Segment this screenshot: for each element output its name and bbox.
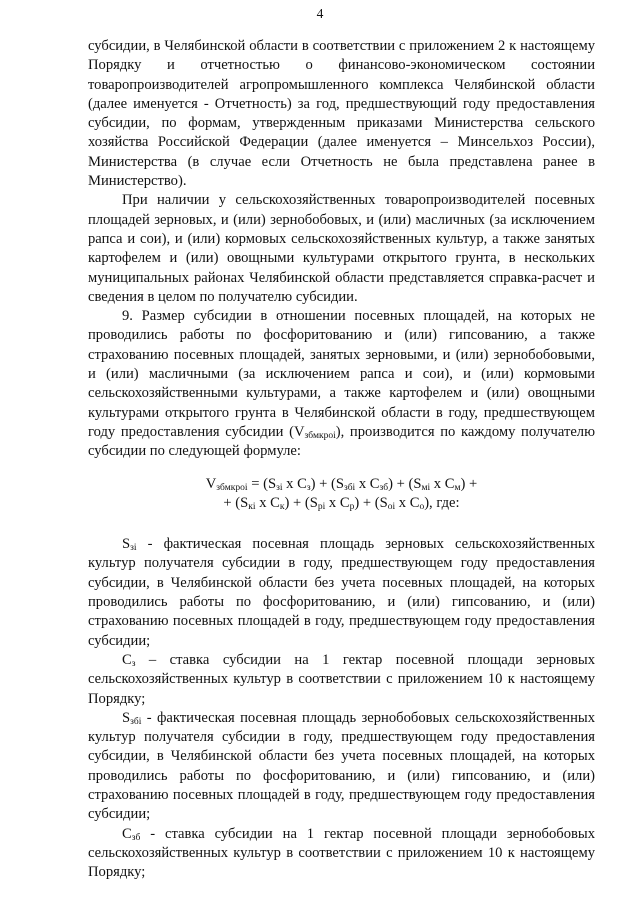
formula-text: + (S xyxy=(223,494,249,511)
paragraph-item-9 xyxy=(88,307,595,461)
definition-symbol: S xyxy=(122,709,131,726)
definition-item xyxy=(88,709,595,825)
formula-text: х С xyxy=(430,475,455,492)
subscript: р xyxy=(349,501,355,512)
formula-text: ) + (S xyxy=(354,494,388,511)
definition-text: - фактическая посевная площадь зернобобовых сельскохозяйственных культур получателя субсидии в году, предшествующем году предоставления субсидии, в Челябинской области без учета посевных площадей, на которых проводились работы по фосфоритованию, и (или) гипсованию, и (или) страхованию посевных площадей в году, предшествующем году предоставления субсидии; xyxy=(88,709,595,823)
formula xyxy=(88,475,595,514)
paragraph-text: 9. Размер субсидии в отношении посевных площадей, на которых не проводились работы по фосфоритованию и (или) гипсованию, а также страхованию посевных площадей, занятых зерновыми, и (или) зернобобовыми, и (или) масличными (за исключением рапса и сои), и (или) кормовыми сельскохозяйственными культурами, а также картофелем и (или) овощными культурами открытого грунта в Челябинской области в году, предшествующем году предоставления субсидии (V xyxy=(88,308,595,440)
document-body xyxy=(88,37,595,882)
definition-text: - ставка субсидии на 1 гектар посевной площади зернобобовых сельскохозяйственных культур в соответствии с приложением 10 к настоящему Порядку; xyxy=(88,825,595,881)
formula-text: ), где: xyxy=(424,494,460,511)
subscript: зi xyxy=(130,543,137,554)
subscript: зб xyxy=(379,482,389,493)
definition-item xyxy=(88,535,595,651)
formula-text: х С xyxy=(395,494,420,511)
subscript: зб xyxy=(131,832,141,843)
definition-symbol: С xyxy=(122,651,132,668)
formula-line-1 xyxy=(88,475,595,494)
formula-text: ) + (S xyxy=(388,475,422,492)
subscript: м xyxy=(454,482,461,493)
subscript: з xyxy=(306,482,311,493)
formula-text: = (S xyxy=(247,475,277,492)
formula-text: V xyxy=(205,475,217,492)
subscript: рi xyxy=(317,501,326,512)
subscript: зi xyxy=(276,482,283,493)
definition-text: - фактическая посевная площадь зерновых сельскохозяйственных культур получателя субсидии в году, предшествующем году предоставления субсидии, в Челябинской области без учета посевных площадей, на которых проводились работы по фосфоритованию, и (или) гипсованию, и (или) страхованию посевных площадей в году, предшествующем году предоставления субсидии; xyxy=(88,536,595,649)
subscript: збмкроi xyxy=(304,430,336,441)
formula-text: х С xyxy=(255,494,280,511)
definition-text: – ставка субсидии на 1 гектар посевной площади зерновых сельскохозяйственных культур в соответствии с приложением 10 к настоящему Порядку; xyxy=(88,651,595,707)
subscript: збi xyxy=(130,716,142,727)
subscript: к xyxy=(279,501,285,512)
formula-text: ) + (S xyxy=(284,494,318,511)
subscript: з xyxy=(131,658,136,669)
formula-text: х С xyxy=(325,494,350,511)
definition-item xyxy=(88,825,595,883)
paragraph: При наличии у сельскохозяйственных товаропроизводителей посевных площадей зерновых, и (или) зернобобовых, и (или) масличных (за исключением рапса и сои), и (или) кормовых сельскохозяйственных культур, а также занятых картофелем и (или) овощными культурами открытого грунта, в нескольких муниципальных районах Челябинской области представляется справка-расчет и сведения в целом по получателю субсидии. xyxy=(88,192,595,305)
subscript: мi xyxy=(421,482,431,493)
formula-text: ) + xyxy=(460,475,478,492)
formula-text: х С xyxy=(282,475,307,492)
formula-line-2 xyxy=(88,494,595,513)
subscript: о xyxy=(419,501,425,512)
formula-text: ) + (S xyxy=(310,475,344,492)
paragraph: субсидии, в Челябинской области в соответствии с приложением 2 к настоящему Порядку и отчетностью о финансово-экономическом состоянии товаропроизводителей агропромышленного комплекса Челябинской области (далее именуется - Отчетность) за год, предшествующий году предоставления субсидии, по формам, утвержденным приказами Министерства сельского хозяйства Российской Федерации (далее именуется – Минсельхоз России), Министерства (в случае если Отчетность не была представлена ранее в Министерство). xyxy=(88,38,595,190)
paragraph-text: ), производится по каждому получателю субсидии по следующей формуле: xyxy=(88,423,595,460)
subscript: збмкроi xyxy=(216,482,248,493)
definition-item xyxy=(88,651,595,709)
subscript: оi xyxy=(387,501,396,512)
page-number: 4 xyxy=(316,6,324,21)
subscript: збi xyxy=(343,482,356,493)
definition-symbol: S xyxy=(122,536,131,553)
subscript: кi xyxy=(248,501,256,512)
formula-text: х С xyxy=(355,475,380,492)
definition-symbol: С xyxy=(122,825,132,842)
